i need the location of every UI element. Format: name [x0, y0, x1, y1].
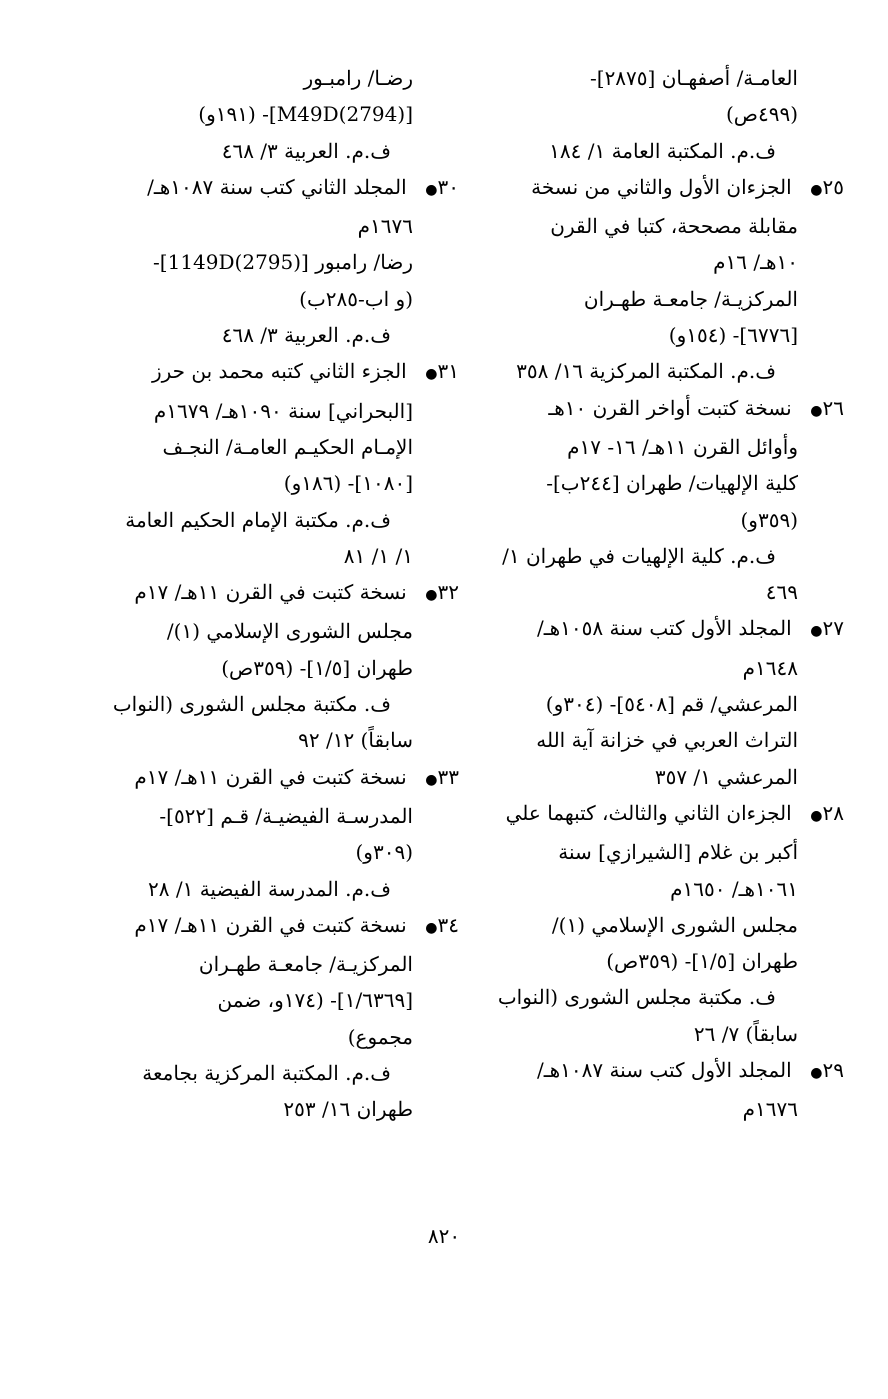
text-line: ١٦٧٦م	[742, 1097, 798, 1122]
entry-text: نسخة كتبت في القرن ١١هـ/ ١٧م	[134, 764, 413, 789]
entry-number: ٣٠●	[425, 174, 459, 199]
bullet-icon: ●	[425, 366, 438, 383]
text-line: مجلس الشورى الإسلامي (١)/	[551, 912, 798, 937]
entry-line	[455, 610, 844, 649]
entry-line	[455, 1052, 844, 1091]
reference-line: ف.م. المكتبة المركزية بجامعة	[142, 1061, 391, 1086]
text-line: المرعشي/ قم [٥٤٠٨]- (٣٠٤و)	[545, 692, 798, 717]
entry-text: المجلد الثاني كتب سنة ١٠٨٧هـ/	[147, 174, 413, 199]
reference-line: ف.م. المكتبة المركزية ١٦/ ٣٥٨	[516, 359, 776, 384]
entry-number: ٣٢●	[425, 580, 459, 605]
text-line: كلية الإلهيات/ طهران [٢٤٤ب]-	[546, 471, 798, 496]
entry-text: الجزءان الأول والثاني من نسخة	[531, 174, 798, 199]
bullet-icon: ●	[810, 1065, 823, 1082]
text-line: مجلس الشورى الإسلامي (١)/	[166, 619, 413, 644]
text-line: [البحراني] سنة ١٠٩٠هـ/ ١٦٧٩م	[153, 398, 413, 423]
text-line: رضـا/ رامبـور	[303, 66, 413, 90]
entry-number: ٢٧●	[810, 616, 844, 641]
reference-line: ف. مكتبة مجلس الشورى (النواب	[497, 985, 776, 1010]
entry-text: نسخة كتبت أواخر القرن ١٠هـ	[548, 395, 798, 420]
entry-number: ٢٦●	[810, 395, 844, 420]
entry-number: ٣٤●	[425, 912, 459, 937]
bullet-icon: ●	[810, 181, 823, 198]
entry-text: المجلد الأول كتب سنة ١٠٨٧هـ/	[536, 1058, 798, 1083]
entry-number: ٢٩●	[810, 1058, 844, 1083]
text-line: رضا/ رامبور [(2795)1149D]-	[153, 250, 413, 275]
entry-line	[73, 169, 459, 208]
text-line: طهران [١/٥]- (٣٥٩ص)	[221, 655, 413, 680]
text-line: ١٦٧٦م	[357, 214, 413, 239]
text-line: العامـة/ أصفهـان [٢٨٧٥]-	[590, 66, 798, 90]
entry-line	[73, 759, 459, 798]
text-line: [٦٧٧٦]- (١٥٤و)	[668, 323, 798, 348]
text-line: (٣٠٩و)	[355, 840, 413, 865]
bullet-icon: ●	[810, 623, 823, 640]
left-column	[73, 60, 459, 1128]
page-number: ٨٢٠	[427, 1224, 461, 1248]
text-line: الإمـام الحكيـم العامـة/ النجـف	[162, 434, 413, 459]
reference-line: ف.م. العربية ٣/ ٤٦٨	[221, 323, 391, 348]
text-line: وأوائل القرن ١١هـ/ ١٦- ١٧م	[567, 434, 798, 459]
text-line: المرعشي ١/ ٣٥٧	[654, 764, 798, 789]
text-line: سابقاً) ٧/ ٢٦	[693, 1021, 798, 1046]
entry-line	[73, 907, 459, 946]
text-line: (٣٥٩و)	[740, 507, 798, 532]
bullet-icon: ●	[425, 771, 438, 788]
right-column	[455, 60, 844, 1128]
text-line: المركزيـة/ جامعـة طهـران	[583, 286, 798, 311]
entry-text: المجلد الأول كتب سنة ١٠٥٨هـ/	[536, 616, 798, 641]
entry-number: ٣١●	[425, 359, 459, 384]
reference-line: ف.م. مكتبة الإمام الحكيم العامة	[125, 507, 391, 532]
entry-line	[455, 169, 844, 208]
entry-text: نسخة كتبت في القرن ١١هـ/ ١٧م	[134, 912, 413, 937]
text-line: ١٠٦١هـ/ ١٦٥٠م	[670, 876, 798, 901]
text-line: [١/٦٣٦٩]- (١٧٤و، ضمن	[217, 988, 413, 1013]
text-line: التراث العربي في خزانة آية الله	[536, 728, 798, 753]
entry-line	[73, 574, 459, 613]
text-line: ١٠هـ/ ١٦م	[713, 250, 798, 275]
text-line: (٤٩٩ص)	[725, 102, 798, 127]
entry-line	[455, 390, 844, 429]
reference-line: ف.م. المكتبة العامة ١/ ١٨٤	[549, 138, 776, 163]
text-line: مقابلة مصححة، كتبا في القرن	[550, 214, 798, 239]
bullet-icon: ●	[425, 919, 438, 936]
bullet-icon: ●	[425, 181, 438, 198]
text-line: مجموع)	[347, 1024, 413, 1049]
text-line: طهران [١/٥]- (٣٥٩ص)	[606, 949, 798, 974]
reference-line: ف.م. كلية الإلهيات في طهران ١/	[502, 543, 776, 568]
bullet-icon: ●	[425, 587, 438, 604]
entry-number: ٢٥●	[810, 174, 844, 199]
entry-text: الجزء الثاني كتبه محمد بن حرز	[151, 359, 413, 384]
bullet-icon: ●	[810, 807, 823, 824]
text-line: (و اب-٢٨٥ب)	[299, 286, 413, 311]
bullet-icon: ●	[810, 402, 823, 419]
text-line: ١/ ١/ ٨١	[343, 543, 413, 568]
entry-text: نسخة كتبت في القرن ١١هـ/ ١٧م	[134, 580, 413, 605]
entry-text: الجزءان الثاني والثالث، كتبهما علي	[505, 800, 798, 825]
text-line: ١٦٤٨م	[742, 655, 798, 680]
entry-line	[73, 353, 459, 392]
text-line: سابقاً) ١٢/ ٩٢	[298, 728, 413, 753]
text-line: أكبر بن غلام [الشيرازي] سنة	[558, 840, 798, 865]
entry-number: ٢٨●	[810, 800, 844, 825]
text-line: المركزيـة/ جامعـة طهـران	[198, 952, 413, 977]
entry-line	[455, 795, 844, 834]
text-line: ٤٦٩	[765, 580, 798, 605]
reference-line: ف.م. المدرسة الفيضية ١/ ٢٨	[148, 876, 391, 901]
entry-number: ٣٣●	[425, 764, 459, 789]
text-line: طهران ١٦/ ٢٥٣	[283, 1097, 413, 1122]
text-line: المدرسـة الفيضيـة/ قـم [٥٢٢]-	[159, 803, 413, 828]
reference-line: ف.م. العربية ٣/ ٤٦٨	[221, 138, 391, 163]
reference-line: ف. مكتبة مجلس الشورى (النواب	[112, 692, 391, 717]
text-line: [١٠٨٠]- (١٨٦و)	[283, 471, 413, 496]
text-line: [(2794)M49D]- (١٩١و)	[198, 102, 413, 127]
